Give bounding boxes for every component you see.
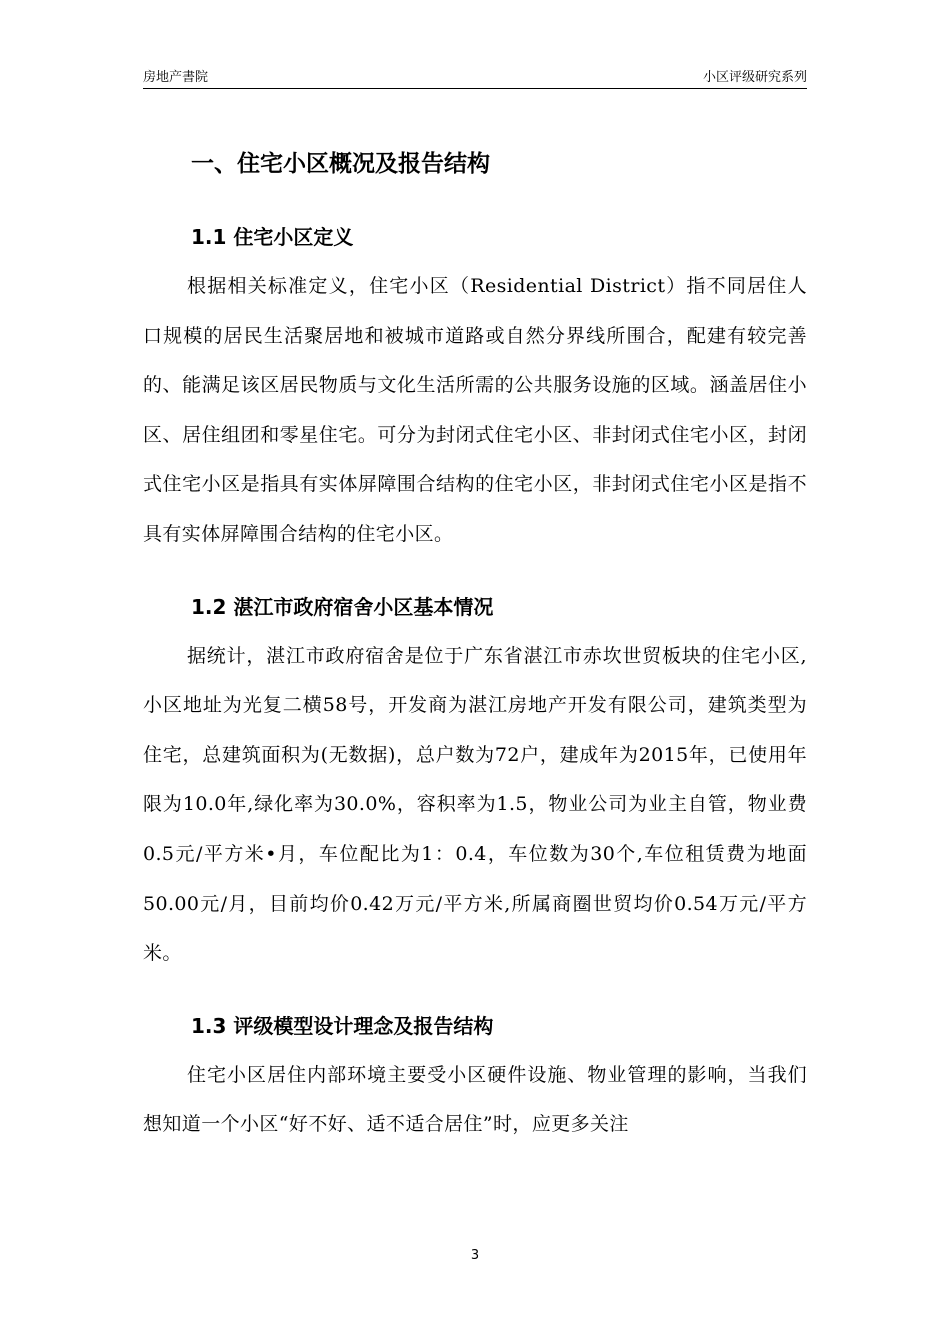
subsection-title-1-3: 1.3 评级模型设计理念及报告结构 — [191, 1013, 494, 1038]
subsection-title-1-2: 1.2 湛江市政府宿舍小区基本情况 — [191, 594, 494, 619]
page-number: 3 — [470, 1248, 480, 1263]
header-publisher: 房地产書院 — [143, 70, 209, 85]
header-series-title: 小区评级研究系列 — [702, 70, 807, 85]
paragraph-definition: 根据相关标准定义，住宅小区（Residential District）指不同居住人口规模的居民生活聚居地和被城市道路或自然分界线所围合，配建有较完善的、能满足该区居民物质与文化生活所需的公共服务设施的区域。涵盖居住小区、居住组团和零星住宅。可分为封闭式住宅小区、非封闭式住宅小区，封闭式住宅小区是指具有实体屏障围合结构的住宅小区，非封闭式住宅小区是指不具有实体屏障围合结构的住宅小区。 — [143, 275, 807, 545]
page-content — [143, 140, 807, 1150]
section-title: 一、住宅小区概况及报告结构 — [191, 151, 490, 177]
header-divider — [143, 88, 807, 89]
paragraph-model-design: 住宅小区居住内部环境主要受小区硬件设施、物业管理的影响，当我们想知道一个小区“好不好、适不适合居住”时，应更多关注 — [143, 1063, 807, 1136]
subsection-title-1-1: 1.1 住宅小区定义 — [191, 225, 354, 249]
page-header — [143, 66, 807, 88]
paragraph-basic-info: 据统计，湛江市政府宿舍是位于广东省湛江市赤坎世贸板块的住宅小区,小区地址为光复二横58号，开发商为湛江房地产开发有限公司，建筑类型为住宅，总建筑面积为(无数据)，总户数为72户，建成年为2015年，已使用年限为10.0年,绿化率为30.0%，容积率为1.5，物业公司为业主自管，物业费0.5元/平方米•月，车位配比为1：0.4，车位数为30个,车位租赁费为地面50.00元/月，目前均价0.42万元/平方米,所属商圈世贸均价0.54万元/平方米。 — [143, 644, 807, 965]
